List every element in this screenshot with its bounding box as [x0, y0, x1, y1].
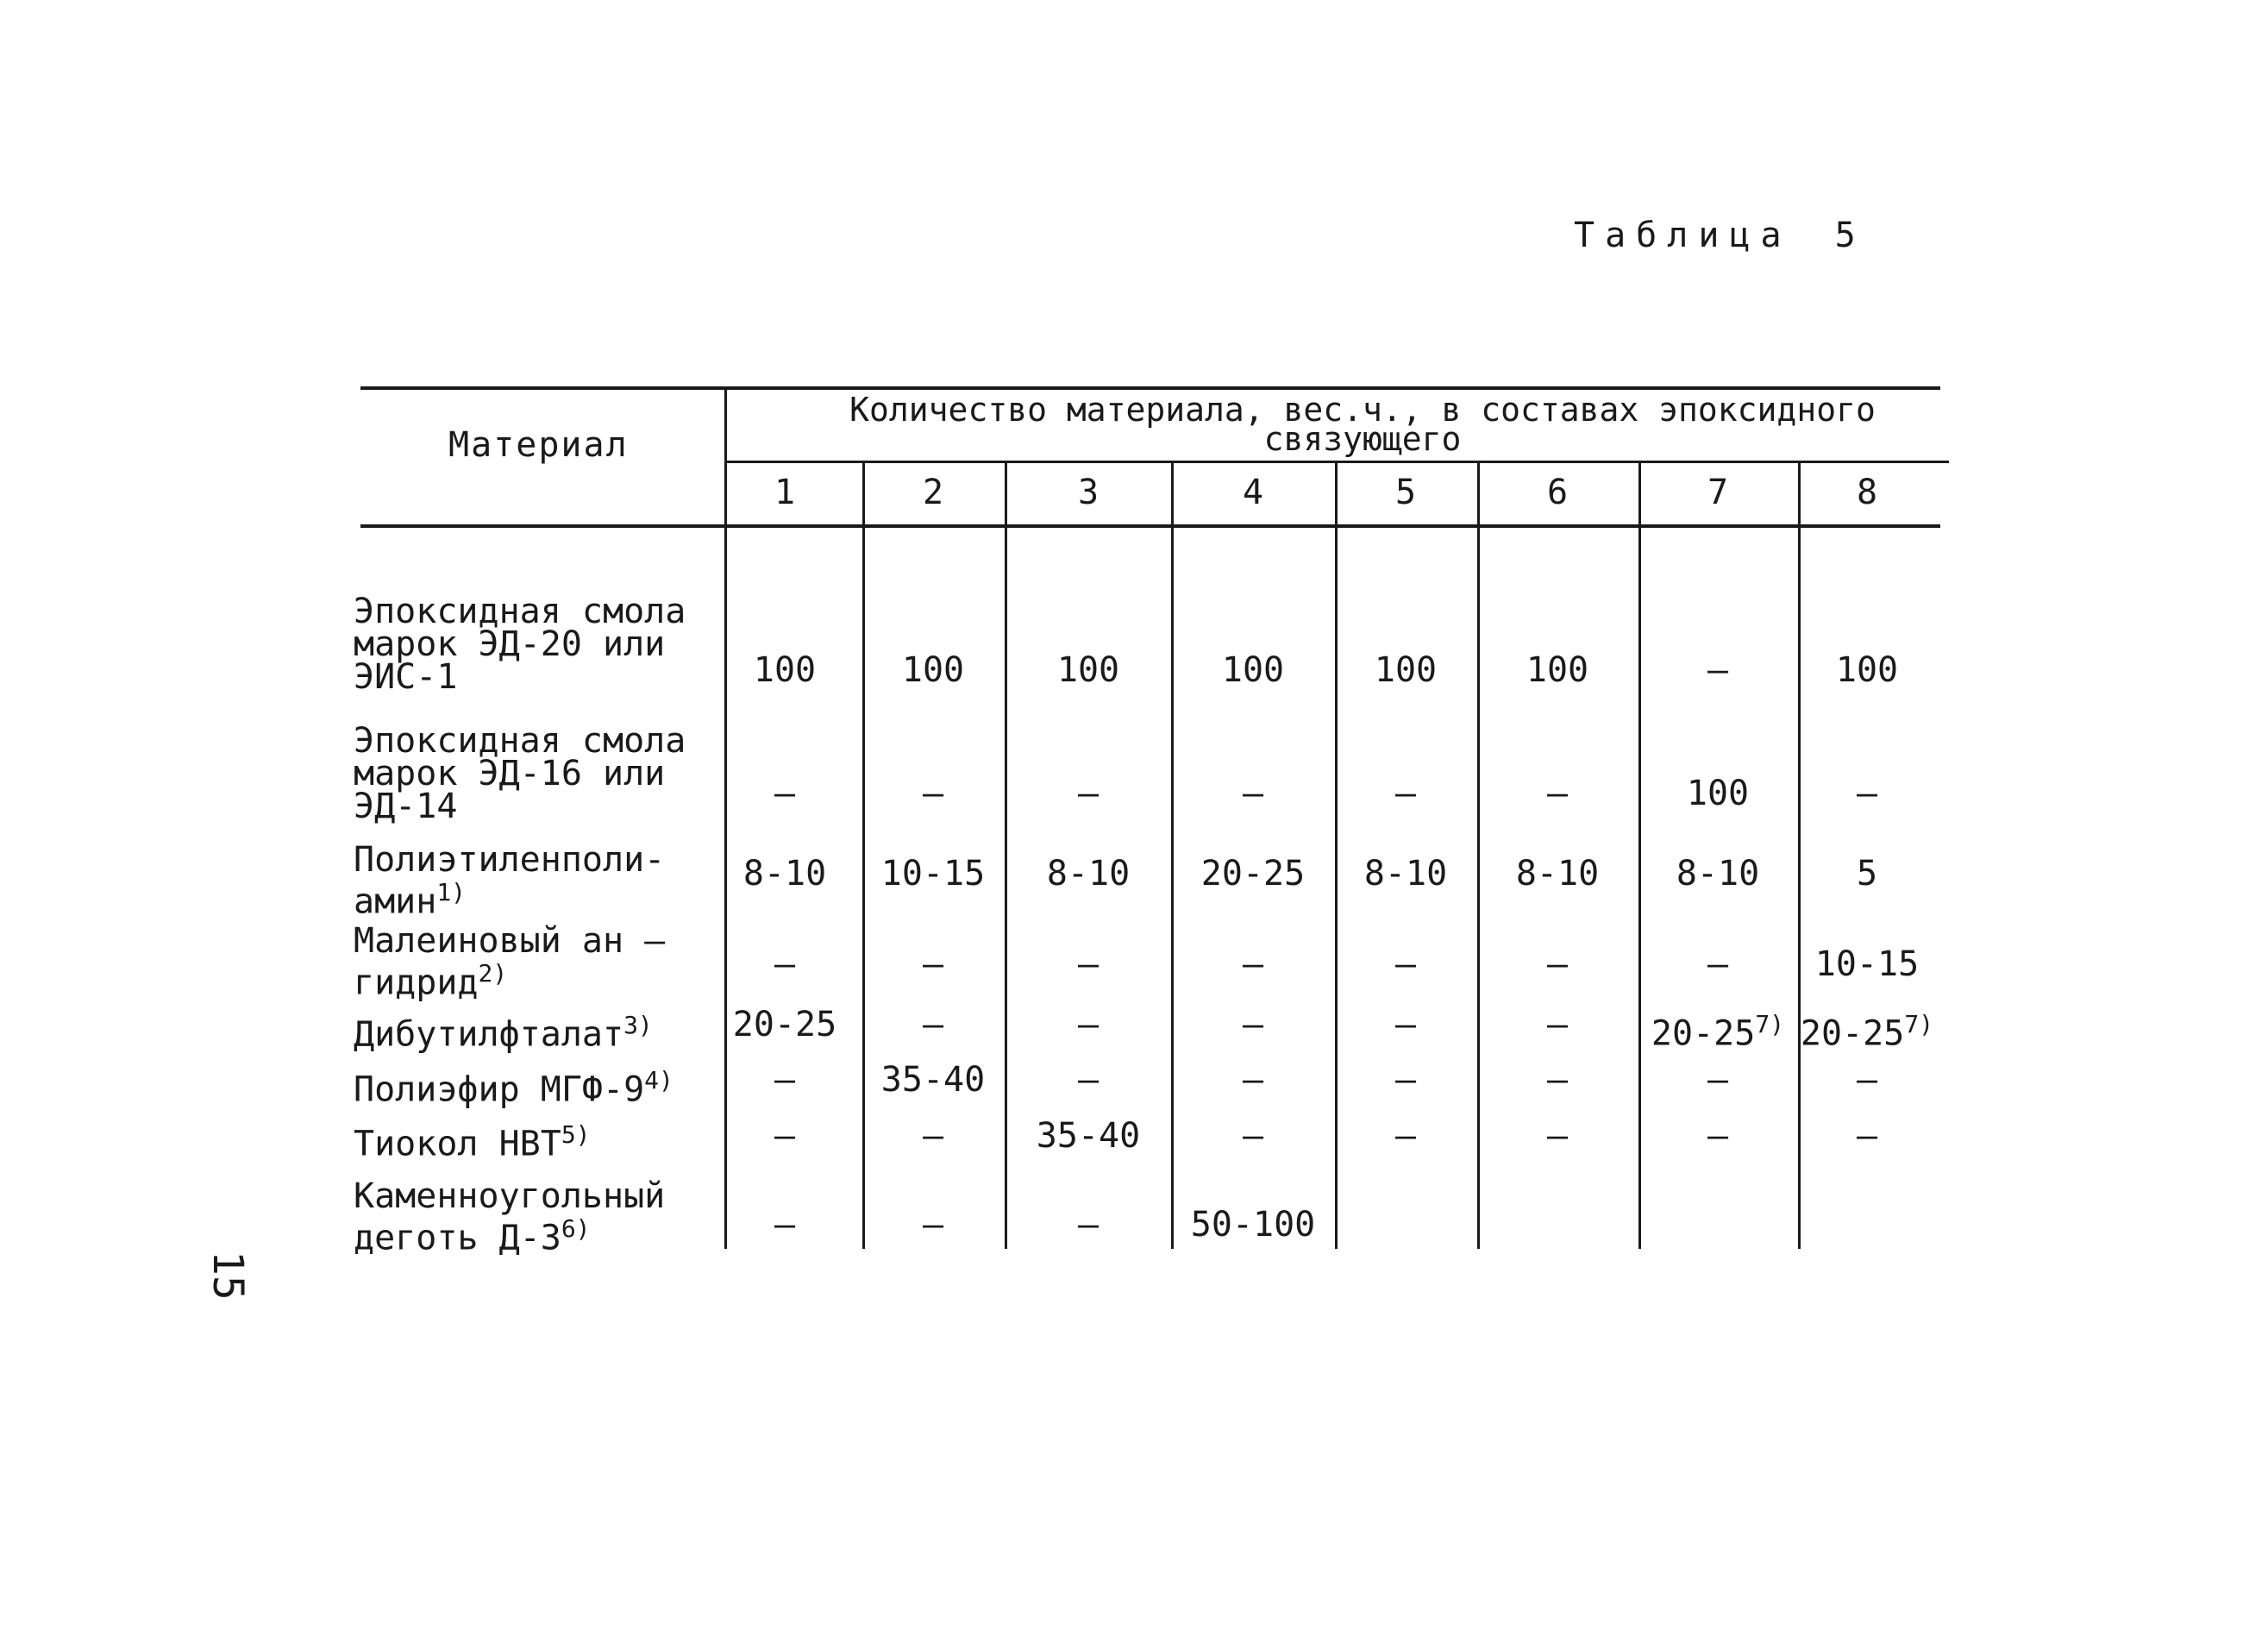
value-cell: –	[1242, 944, 1264, 984]
col-divider-3	[1171, 462, 1174, 1249]
value-cell: –	[774, 774, 796, 813]
material-name-line: Полиэфир МГФ-9$^{4)}$	[354, 1066, 674, 1110]
material-name-line: амин$^{1)}$	[354, 878, 467, 922]
value-cell: 35-40	[1036, 1116, 1141, 1156]
value-cell: 100	[1374, 650, 1438, 690]
value-cell: –	[1707, 944, 1729, 984]
value-cell: –	[774, 944, 796, 984]
column-number-1: 1	[774, 473, 796, 512]
material-name-line: Дибутилфталат$^{3)}$	[354, 1011, 653, 1055]
value-cell: –	[1707, 1060, 1729, 1100]
value-cell: –	[1394, 944, 1417, 984]
value-cell: –	[1546, 1060, 1569, 1100]
material-name-line: ЭД-14	[354, 787, 458, 826]
footnote-marker: 4)	[644, 1066, 674, 1094]
footnote-marker: 7)	[1755, 1010, 1785, 1038]
value-cell: –	[922, 1205, 944, 1245]
value-cell: –	[922, 1116, 944, 1156]
material-name-row-8	[354, 1176, 666, 1258]
header-quantity-line2: связующего	[1263, 420, 1462, 458]
material-name-line: Каменноугольный	[354, 1176, 666, 1216]
value-cell: –	[774, 1060, 796, 1100]
value-cell: –	[1077, 1205, 1100, 1245]
caption-label: Таблица	[1574, 216, 1792, 255]
header-material: Материал	[448, 425, 629, 465]
column-number-5: 5	[1394, 473, 1417, 512]
value-cell: 50-100	[1190, 1205, 1316, 1245]
material-name-line: Малеиновый ан –	[354, 921, 666, 961]
header-bottom-rule	[360, 524, 1940, 528]
column-number-4: 4	[1242, 473, 1264, 512]
value-cell: –	[1394, 1005, 1417, 1044]
value-cell: –	[1394, 1116, 1417, 1156]
value-cell: 10-15	[880, 854, 986, 894]
value-cell: 20-25	[732, 1005, 837, 1044]
footnote-marker: 2)	[478, 959, 508, 988]
value-cell: –	[1242, 1005, 1264, 1044]
value-cell: 35-40	[880, 1060, 986, 1100]
material-name-line: марок ЭД-20 или	[354, 624, 666, 664]
material-name-line: гидрид$^{2)}$	[354, 959, 508, 1003]
value-cell: 100	[1056, 650, 1120, 690]
column-number-6: 6	[1546, 473, 1569, 512]
table-caption	[1574, 216, 1866, 255]
value-cell: 8-10	[1676, 854, 1760, 894]
value-cell: –	[1546, 1116, 1569, 1156]
value-cell: 20-25	[1200, 854, 1306, 894]
material-name-row-2	[354, 721, 686, 826]
value-cell: –	[1077, 1060, 1100, 1100]
value-cell: 100	[753, 650, 817, 690]
material-name-row-6	[354, 1064, 674, 1110]
value-cell: –	[1856, 774, 1878, 813]
value-cell: –	[1394, 774, 1417, 813]
value-cell: 100	[1835, 650, 1899, 690]
value-cell: 8-10	[742, 854, 827, 894]
value-cell: –	[1242, 1060, 1264, 1100]
page-number: 15	[204, 1251, 252, 1301]
value-cell: 100	[1686, 774, 1750, 813]
value-cell: 20-25$^{7)}$	[1651, 1010, 1785, 1054]
value-cell: –	[1856, 1060, 1878, 1100]
value-cell: –	[1394, 1060, 1417, 1100]
value-cell: 20-25$^{7)}$	[1800, 1010, 1934, 1054]
material-name-row-3	[354, 840, 666, 922]
value-cell: 5	[1856, 854, 1878, 894]
material-name-line: Полиэтиленполи-	[354, 840, 666, 880]
value-cell: 10-15	[1814, 944, 1920, 984]
value-cell: –	[1546, 944, 1569, 984]
footnote-marker: 1)	[436, 878, 467, 906]
value-cell: –	[1077, 1005, 1100, 1044]
value-cell: –	[1242, 1116, 1264, 1156]
caption-number: 5	[1834, 216, 1866, 255]
column-number-2: 2	[922, 473, 944, 512]
material-name-line: Тиокол НВТ$^{5)}$	[354, 1120, 591, 1164]
value-cell: 100	[901, 650, 965, 690]
header-quantity-line1: Количество материала, вес.ч., в составах эпоксидного	[849, 391, 1876, 429]
footnote-marker: 3)	[623, 1011, 653, 1039]
material-name-row-5	[354, 1009, 653, 1055]
material-name-row-7	[354, 1119, 591, 1164]
material-name-row-1	[354, 592, 686, 697]
value-cell: –	[774, 1116, 796, 1156]
column-number-7: 7	[1707, 473, 1729, 512]
value-cell: 100	[1526, 650, 1589, 690]
value-cell: 8-10	[1515, 854, 1600, 894]
material-name-line: деготь Д-3$^{6)}$	[354, 1214, 591, 1258]
material-name-row-4	[354, 921, 666, 1003]
value-cell: 100	[1221, 650, 1285, 690]
material-name-line: ЭИС-1	[354, 657, 458, 697]
value-cell: –	[922, 944, 944, 984]
column-number-3: 3	[1077, 473, 1100, 512]
value-cell: –	[1546, 774, 1569, 813]
value-cell: –	[1707, 1116, 1729, 1156]
table-top-rule	[360, 386, 1940, 390]
footnote-marker: 6)	[561, 1214, 591, 1243]
value-cell: –	[1546, 1005, 1569, 1044]
material-name-line: марок ЭД-16 или	[354, 754, 666, 793]
value-cell: 8-10	[1363, 854, 1448, 894]
value-cell: –	[1856, 1116, 1878, 1156]
value-cell: –	[1707, 650, 1729, 690]
footnote-marker: 5)	[561, 1120, 591, 1149]
value-cell: 8-10	[1046, 854, 1131, 894]
value-cell: –	[922, 1005, 944, 1044]
value-cell: –	[1077, 944, 1100, 984]
value-cell: –	[774, 1205, 796, 1245]
value-cell: –	[1077, 774, 1100, 813]
material-name-line: Эпоксидная смола	[354, 721, 686, 761]
column-number-8: 8	[1856, 473, 1878, 512]
value-cell: –	[1242, 774, 1264, 813]
material-name-line: Эпоксидная смола	[354, 592, 686, 631]
footnote-marker: 7)	[1904, 1010, 1934, 1038]
value-cell: –	[922, 774, 944, 813]
header-quantity	[767, 391, 1958, 458]
